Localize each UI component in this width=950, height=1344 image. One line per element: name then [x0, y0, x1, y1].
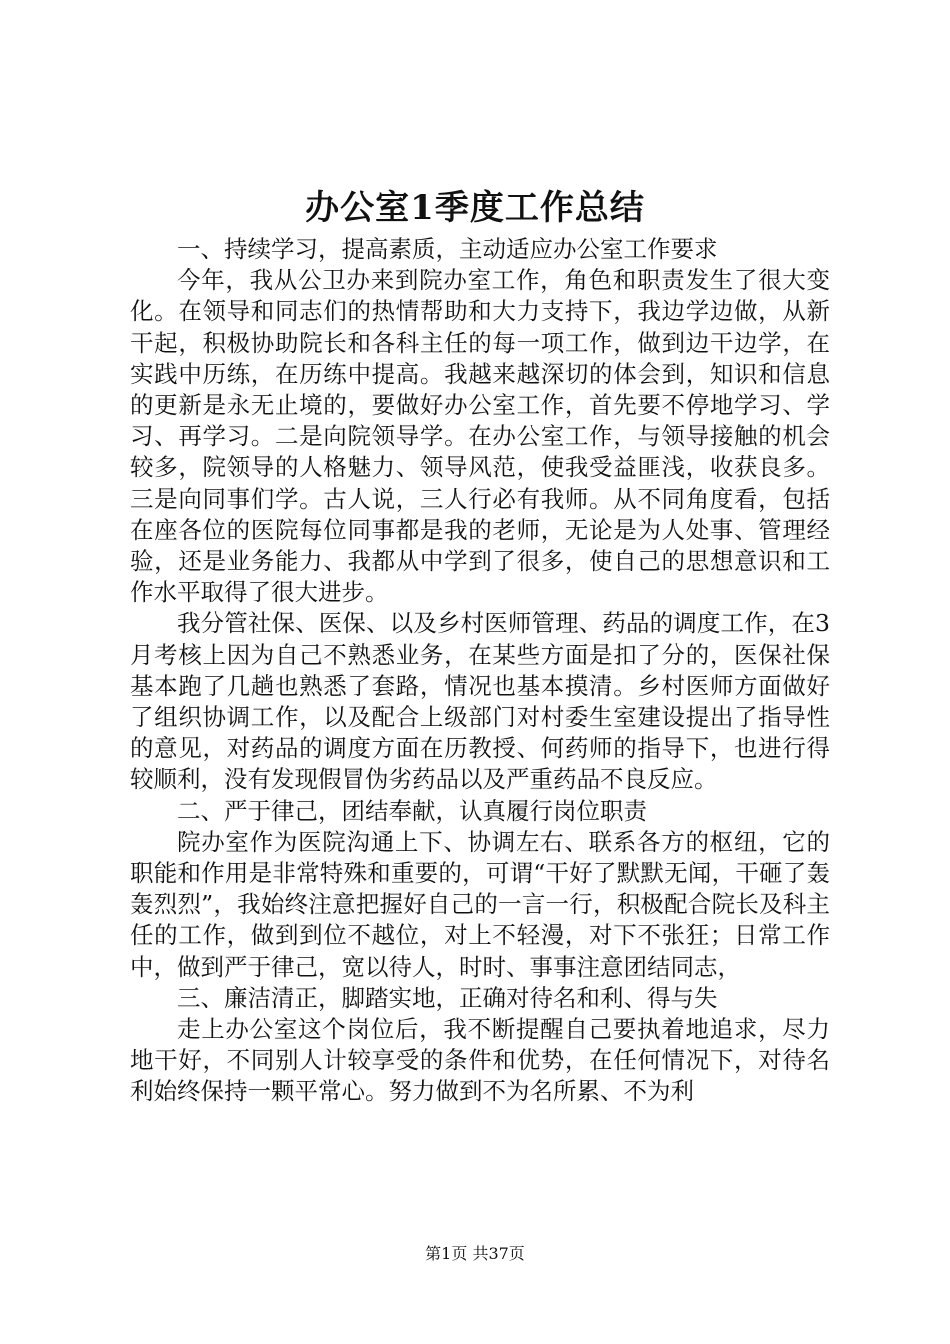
body-paragraph: 我分管社保、医保、以及乡村医师管理、药品的调度工作，在3月考核上因为自己不熟悉业务，在某些方面是扣了分的，医保社保基本跑了几趟也熟悉了套路，情况也基本摸清。乡村医师方面做好了组织协调工作，以及配合上级部门对村委生室建设提出了指导性的意见，对药品的调度方面在历教授、何药师的指导下，也进行得较顺利，没有发现假冒伪劣药品以及严重药品不良反应。 [130, 609, 830, 794]
body-paragraph: 走上办公室这个岗位后，我不断提醒自己要执着地追求，尽力地干好，不同别人计较享受的条件和优势，在任何情况下，对待名利始终保持一颗平常心。努力做到不为名所累、不为利 [130, 1015, 830, 1106]
section-heading-3: 三、廉洁清正，脚踏实地，正确对待名和利、得与失 [177, 983, 718, 1012]
section-heading-2: 二、严于律己，团结奉献，认真履行岗位职责 [177, 796, 647, 825]
body-paragraph: 今年，我从公卫办来到院办室工作，角色和职责发生了很大变化。在领导和同志们的热情帮助和大力支持下，我边学边做，从新干起，积极协助院长和各科主任的每一项工作，做到边干边学，在实践中历练，在历练中提高。我越来越深切的体会到，知识和信息的更新是永无止境的，要做好办公室工作，首先要不停地学习、学习、再学习。二是向院领导学。在办公室工作，与领导接触的机会较多，院领导的人格魅力、领导风范，使我受益匪浅，收获良多。三是向同事们学。古人说，三人行必有我师。从不同角度看，包括在座各位的医院每位同事都是我的老师，无论是为人处事、管理经验，还是业务能力、我都从中学到了很多，使自己的思想意识和工作水平取得了很大进步。 [130, 266, 830, 607]
document-body [130, 234, 830, 1108]
document-title: 办公室1季度工作总结 [305, 188, 645, 228]
section-heading-1: 一、持续学习，提高素质，主动适应办公室工作要求 [177, 235, 718, 263]
page-footer: 第1页 共37页 [425, 1244, 525, 1263]
body-paragraph: 院办室作为医院沟通上下、协调左右、联系各方的枢纽，它的职能和作用是非常特殊和重要的，可谓“干好了默默无闻，干砸了轰轰烈烈”，我始终注意把握好自己的一言一行，积极配合院长及科主任的工作，做到到位不越位，对上不轻漫，对下不张狂；日常工作中，做到严于律己，宽以待人，时时、事事注意团结同志， [130, 827, 830, 981]
